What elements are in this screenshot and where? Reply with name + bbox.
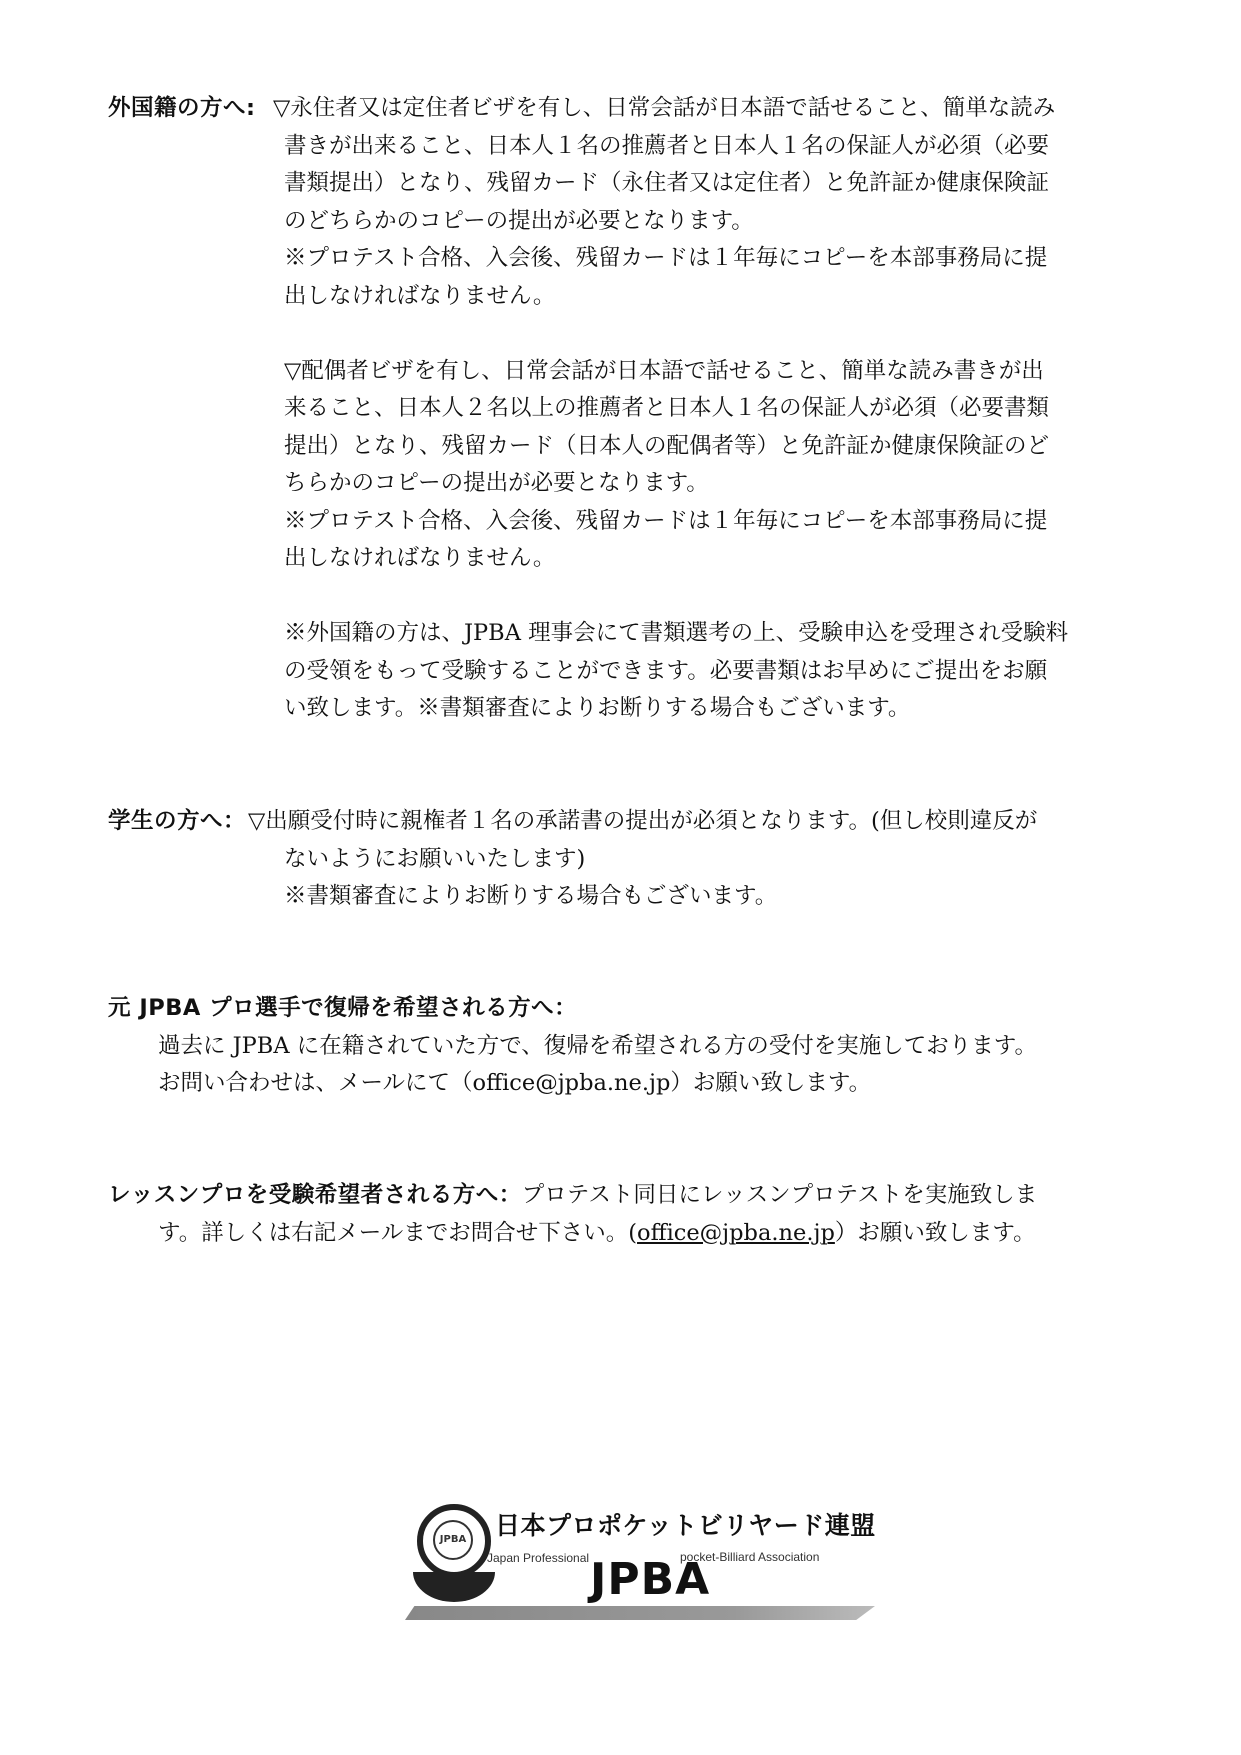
logo-ball-icon: [417, 1504, 491, 1578]
foreign-spouse-line-5: 出しなければなりません。: [284, 545, 556, 571]
foreign-spouse-line-4: ※プロテスト合格、入会後、残留カードは１年毎にコピーを本部事務局に提: [284, 507, 1048, 534]
student-label: 学生の方へ：: [108, 808, 247, 834]
office-email-link[interactable]: office@jpba.ne.jp: [637, 1219, 835, 1246]
foreign-permanent-line-4: ※プロテスト合格、入会後、残留カードは１年毎にコピーを本部事務局に提: [284, 245, 1048, 271]
foreign-permanent-line-2: 書類提出）となり、残留カード（永住者又は定住者）と免許証か健康保険証: [284, 170, 1050, 196]
former-pro-section: [108, 990, 1148, 1103]
logo-name-en-left: Japan Professional: [487, 1551, 590, 1565]
student-line-0: ▽出願受付時に親権者１名の承諾書の提出が必須となります。(但し校則違反が: [248, 808, 1038, 834]
foreign-permanent-body: [284, 128, 1148, 728]
foreign-permanent-line-0: ▽永住者又は定住者ビザを有し、日常会話が日本語で話せること、簡単な読み: [273, 95, 1056, 121]
foreign-spouse-line-3: ちらかのコピーの提出が必要となります。: [284, 470, 709, 496]
logo-name-en-right: pocket-Billiard Association: [680, 1550, 820, 1564]
logo-abbreviation: JPBA: [590, 1554, 711, 1605]
foreign-permanent-line-3: のどちらかのコピーの提出が必要となります。: [284, 207, 754, 234]
foreign-permanent-line-1: 書きが出来ること、日本人１名の推薦者と日本人１名の保証人が必須（必要: [284, 132, 1050, 159]
foreign-note-line-0: ※外国籍の方は、JPBA 理事会にて書類選考の上、受験申込を受理され受験料: [284, 620, 1069, 646]
foreign-section: [108, 90, 1148, 728]
lesson-label: レッスンプロを受験希望者される方へ：: [108, 1182, 522, 1208]
logo-name-jp: 日本プロポケットビリヤード連盟: [495, 1511, 876, 1540]
lesson-line-1: プロテスト同日にレッスンプロテストを実施致しま: [521, 1182, 1038, 1208]
foreign-spouse-line-0: ▽配偶者ビザを有し、日常会話が日本語で話せること、簡単な読み書きが出: [284, 357, 1044, 384]
former-line-0: 過去に JPBA に在籍されていた方で、復帰を希望される方の受付を実施しております。: [158, 1032, 1037, 1059]
foreign-spouse-line-1: 来ること、日本人２名以上の推薦者と日本人１名の保証人が必須（必要書類: [284, 395, 1050, 421]
foreign-permanent-line-5: 出しなければなりません。: [284, 282, 556, 309]
foreign-label: 外国籍の方へ:: [108, 95, 256, 121]
foreign-spouse-line-2: 提出）となり、残留カード（日本人の配偶者等）と免許証か健康保険証のど: [284, 432, 1050, 459]
student-section: [108, 803, 1148, 916]
lesson-pro-section: [108, 1177, 1148, 1252]
lesson-line-2-pre: す。詳しくは右記メールまでお問合せ下さい。(: [158, 1219, 638, 1246]
foreign-note-line-2: い致します。※書類審査によりお断りする場合もございます。: [284, 695, 911, 721]
jpba-logo: [405, 1496, 885, 1626]
student-line-1: ないようにお願いいたします): [284, 845, 586, 872]
foreign-note-line-1: の受領をもって受験することができます。必要書類はお早めにご提出をお願: [284, 657, 1048, 684]
logo-ring-text: JPBA: [439, 1534, 467, 1545]
former-line-1: お問い合わせは、メールにて（office@jpba.ne.jp）お願い致します。: [158, 1070, 872, 1096]
lesson-line-2-post: ）お願い致します。: [834, 1219, 1036, 1246]
logo-underline-bar: [405, 1606, 875, 1620]
student-line-2: ※書類審査によりお断りする場合もございます。: [284, 883, 778, 909]
former-label: 元 JPBA プロ選手で復帰を希望される方へ：: [108, 995, 578, 1021]
